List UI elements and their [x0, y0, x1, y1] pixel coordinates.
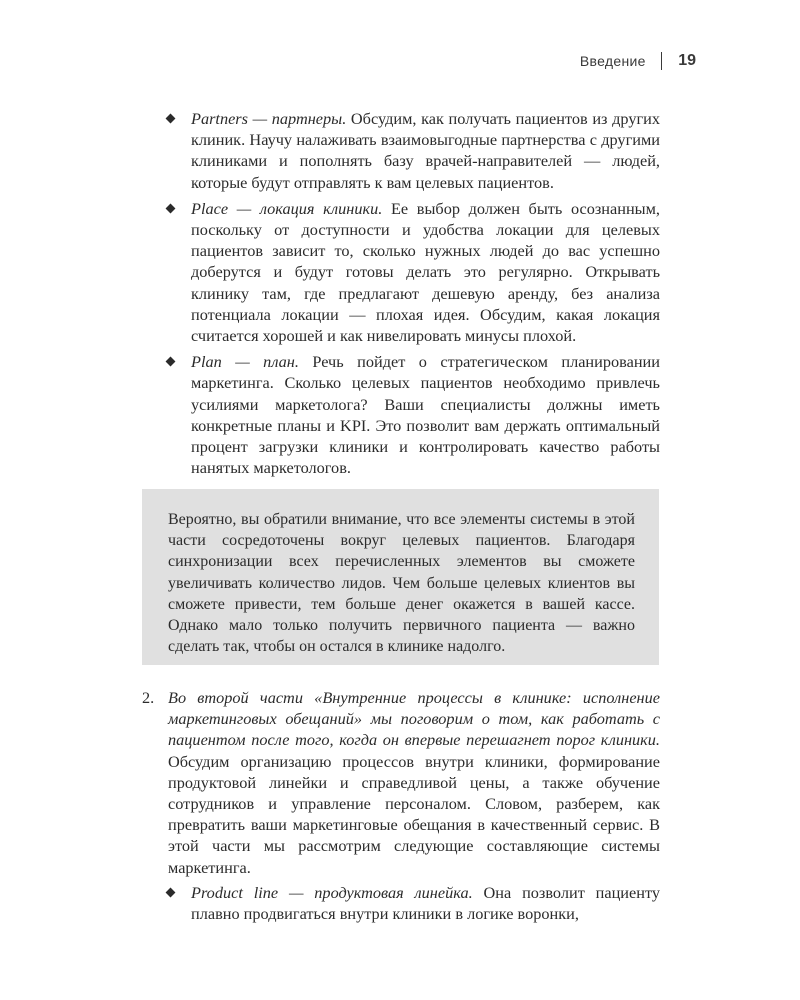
bullet-list	[165, 108, 660, 483]
item-number: 2.	[142, 688, 155, 707]
running-header	[580, 52, 696, 70]
diamond-bullet-icon	[166, 887, 176, 897]
numbered-item-2	[142, 687, 660, 878]
header-divider	[661, 52, 663, 70]
diamond-bullet-icon	[166, 357, 176, 367]
bullet-item-product-line	[142, 882, 660, 924]
bullet-item-place	[165, 198, 660, 346]
diamond-bullet-icon	[166, 203, 176, 213]
page-number: 19	[678, 52, 696, 69]
callout-text: Вероятно, вы обратили внимание, что все элементы системы в этой части сосредоточены вокруг целевых пациентов. Благодаря синхронизации всех перечисленных элементов вы сможете увеличивать количество лидов. Чем больше целевых клиентов вы сможете привести, тем больше денег окажется в вашей кассе. Однако мало только получить первичного пациента — важно сделать так, чтобы он остался в клинике надолго.	[168, 511, 635, 656]
bullet-text: Ее выбор должен быть осознанным, поскольку от доступности и удобства локации для целевых пациентов зависит то, сколько нужных людей до вас успешно доберутся и будут готовы делать это регулярно. Открывать клинику там, где предлагают дешевую аренду, без анализа потенциала локации — плохая идея. Обсудим, какая локация считается хорошей и как нивелировать минусы плохой.	[191, 198, 660, 346]
callout-box	[142, 489, 659, 665]
bullet-item-partners	[165, 108, 660, 193]
section-title: Введение	[579, 53, 646, 69]
bullet-text: Она позволит пациенту плавно продвигаться внутри клиники в логике воронки,	[191, 882, 661, 924]
part-two-italic-lead: Во второй части «Внутренние процессы в клинике: исполнение маркетинговых обещаний» мы поговорим о том, как работать с пациентом после того, когда он впервые перешагнет порог клиники.	[168, 688, 660, 750]
bullet-term: Partners — партнеры.	[191, 109, 347, 128]
diamond-bullet-icon	[166, 114, 176, 124]
bullet-term: Plan — план.	[191, 352, 299, 372]
part-two-text: Обсудим организацию процессов внутри клиники, формирование продуктовой линейки и справедливой цены, а также обучение сотрудников и управление персоналом. Словом, разберем, как превратить ваши маркетинговые обещания в качественный сервис. В этой части мы рассмотрим следующие составляющие системы маркетинга.	[168, 751, 660, 877]
part-two-section	[142, 687, 660, 924]
bullet-text: Речь пойдет о стратегическом планировании маркетинга. Сколько целевых пациентов необходимо привлечь усилиями маркетолога? Ваши специалисты должны иметь конкретные планы и KPI. Это позволит вам держать оптимальный процент загрузки клиники и контролировать качество работы нанятых маркетологов.	[191, 352, 660, 478]
bullet-term: Product line — продуктовая линейка.	[191, 882, 473, 902]
bullet-term: Place — локация клиники.	[191, 198, 383, 218]
bullet-item-plan	[165, 351, 660, 478]
bullet-text: Обсудим, как получать пациентов из других клиник. Научу налаживать взаимовыгодные партнерства с другими клиниками и пополнять базу врачей-направителей — людей, которые будут отправлять к вам целевых пациентов.	[191, 109, 660, 192]
